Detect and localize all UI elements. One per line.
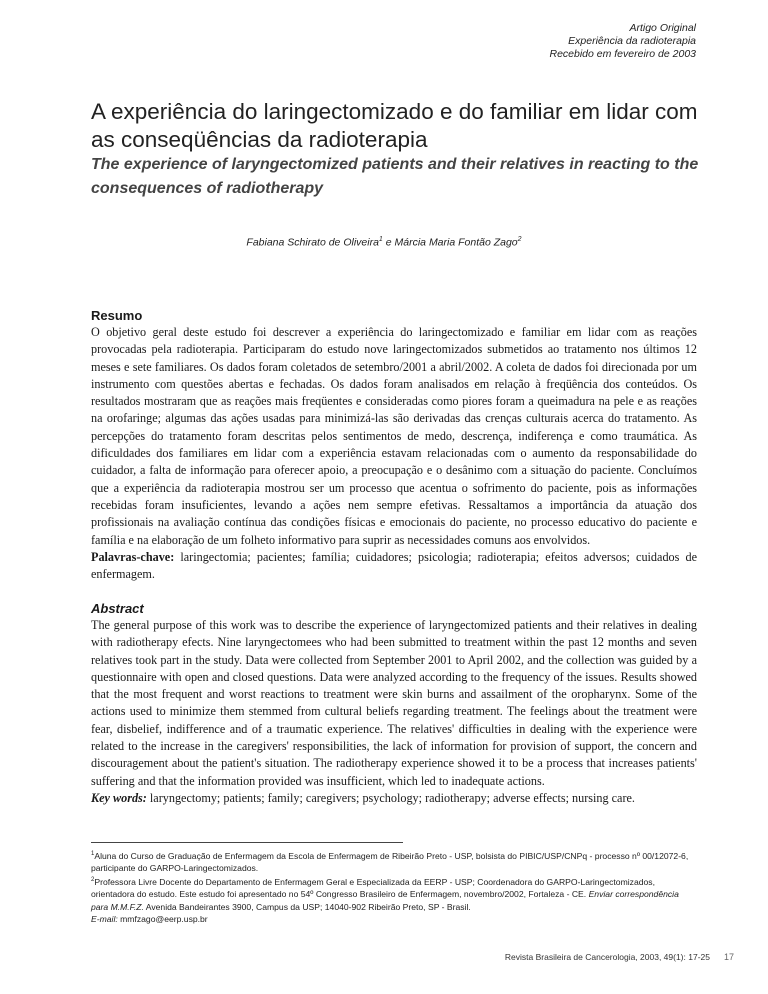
- email-line: [91, 913, 697, 925]
- title-english: The experience of laryngectomized patients and their relatives in reacting to the consequences of radiotherapy: [91, 156, 699, 197]
- author-line: [0, 236, 768, 249]
- footnote-2-marker: 2: [91, 877, 95, 884]
- correspondence-label: Enviar correspondência para M.M.F.Z.: [91, 889, 679, 912]
- author-separator: e: [382, 236, 395, 249]
- abstract-text: The general purpose of this work was to describe the experience of laryngectomized patients and their relatives in dealing with radiotherapy efects. Nine laryngectomees who had been submitted to treatment within the past 12 months and seven relatives took part in the study. Data were collected from September 2001 to April 2002, and the collection was guided by a questionnaire with open and closed questions. Data were analyzed according to the frequency of the issues. Results showed that the most frequent and worst reactions to treatment were skin burns and assailment of the oropharynx. Some of the actions used to minimize them stemmed from cultural beliefs regarding treatment. The feelings about the treatment were fear, disbelief, indifference and of a traumatic experience. The relatives' difficulties in dealing with the experience were related to the increase in the caregivers' responsibilities, the lack of information for provision of support, the concern and discouragement about the patient's situation. The radiotherapy experience showed it to be a process that increases patients' suffering and that the information provided was insufficient, which led to inadequate actions.: [91, 618, 697, 788]
- abstract-keywords-list: laryngectomy; patients; family; caregivers; psychology; radiotherapy; adverse effects; nursing care.: [146, 790, 635, 805]
- author-1-affiliation: 1: [378, 236, 383, 243]
- resumo-heading: Resumo: [91, 308, 143, 323]
- email-address: mmfzago@eerp.usp.br: [117, 913, 208, 924]
- footnotes: [91, 848, 697, 925]
- footnote-2: [91, 874, 697, 912]
- title-portuguese: A experiência do laringectomizado e do familiar em lidar com as conseqüências da radioterapia: [91, 99, 698, 152]
- footnote-1: [91, 848, 697, 874]
- email-label: E-mail:: [91, 913, 118, 924]
- received-date: Recebido em fevereiro de 2003: [549, 48, 696, 60]
- author-1: Fabiana Schirato de Oliveira: [246, 236, 379, 249]
- abstract-keywords-label: Key words:: [91, 790, 147, 805]
- article-section: Artigo Original: [629, 22, 696, 34]
- article-header-meta: [549, 22, 696, 61]
- journal-citation: Revista Brasileira de Cancerologia, 2003, 49(1): 17-25: [504, 952, 710, 962]
- article-topic: Experiência da radioterapia: [568, 35, 696, 47]
- page-number: 17: [723, 952, 734, 962]
- footnote-1-marker: 1: [91, 851, 95, 857]
- resumo-keywords: [91, 549, 697, 584]
- author-2: Márcia Maria Fontão Zago: [394, 236, 518, 249]
- resumo-text: O objetivo geral deste estudo foi descrever a experiência do laringectomizado e familiar em lidar com as reações provocadas pela radioterapia. Participaram do estudo nove laringectomizados submetidos ao tratamento nos últimos 12 meses e sete familiares. Os dados foram coletados de setembro/2001 a abril/2002. A coleta de dados foi direcionada por um instrumento com questões abertas e fechadas. Os dados foram analisados em relação à freqüência dos conteúdos. Os resultados mostraram que as reações mais freqüentes e consideradas como piores foram a queimadura na pele e as reações na orofaringe; algumas das ações usadas para minimizá-las são derivadas das crenças culturais acerca do tratamento. As percepções do tratamento foram descritas pelos sentimentos de medo, descrença, indiferença e como traumática. As dificuldades dos familiares em lidar com a experiência estavam relacionadas com o aumento da responsabilidade do cuidador, a falta de informação para oferecer apoio, a preocupação e o desânimo com a situação do paciente. Concluímos que a experiência da radioterapia mostrou ser um processo que acentua o sofrimento do paciente, pois as informações recebidas foram insuficientes, levando a ações nem sempre efetivas. Ressaltamos a importância da atuação dos profissionais na avaliação contínua das condições físicas e emocionais do paciente, no processo educativo do paciente e família e na elaboração de um folheto informativo para suprir as necessidades comuns aos envolvidos.: [91, 325, 697, 547]
- page-footer: [505, 952, 734, 962]
- author-2-affiliation: 2: [517, 236, 522, 243]
- resumo-section: [91, 308, 697, 583]
- abstract-keywords: [91, 790, 697, 807]
- abstract-heading: Abstract: [91, 601, 144, 616]
- footnote-2-text: Professora Livre Docente do Departamento de Enfermagem Geral e Especializada da EERP - USP; Coordenadora do GARPO-Laringectomizados, orientadora do estudo. Este estudo foi apresentado no 54º Congresso Brasileiro de Enfermagem, novembro/2002, Fortaleza - CE.: [91, 877, 655, 900]
- resumo-keywords-list: laringectomia; pacientes; família; cuidadores; psicologia; radioterapia; efeitos adversos; cuidados de enfermagem.: [91, 549, 697, 582]
- footnote-1-text: Aluna do Curso de Graduação de Enfermagem da Escola de Enfermagem de Ribeirão Preto - USP, bolsista do PIBIC/USP/CNPq - processo nº 00/12072-6, participante do GARPO-Laringectomizados.: [91, 850, 689, 874]
- footnote-divider: [91, 842, 403, 843]
- resumo-keywords-label: Palavras-chave:: [91, 549, 175, 564]
- correspondence-address: Avenida Bandeirantes 3900, Campus da USP; 14040-902 Ribeirão Preto, SP - Brasil.: [143, 901, 471, 912]
- abstract-section: [91, 601, 697, 807]
